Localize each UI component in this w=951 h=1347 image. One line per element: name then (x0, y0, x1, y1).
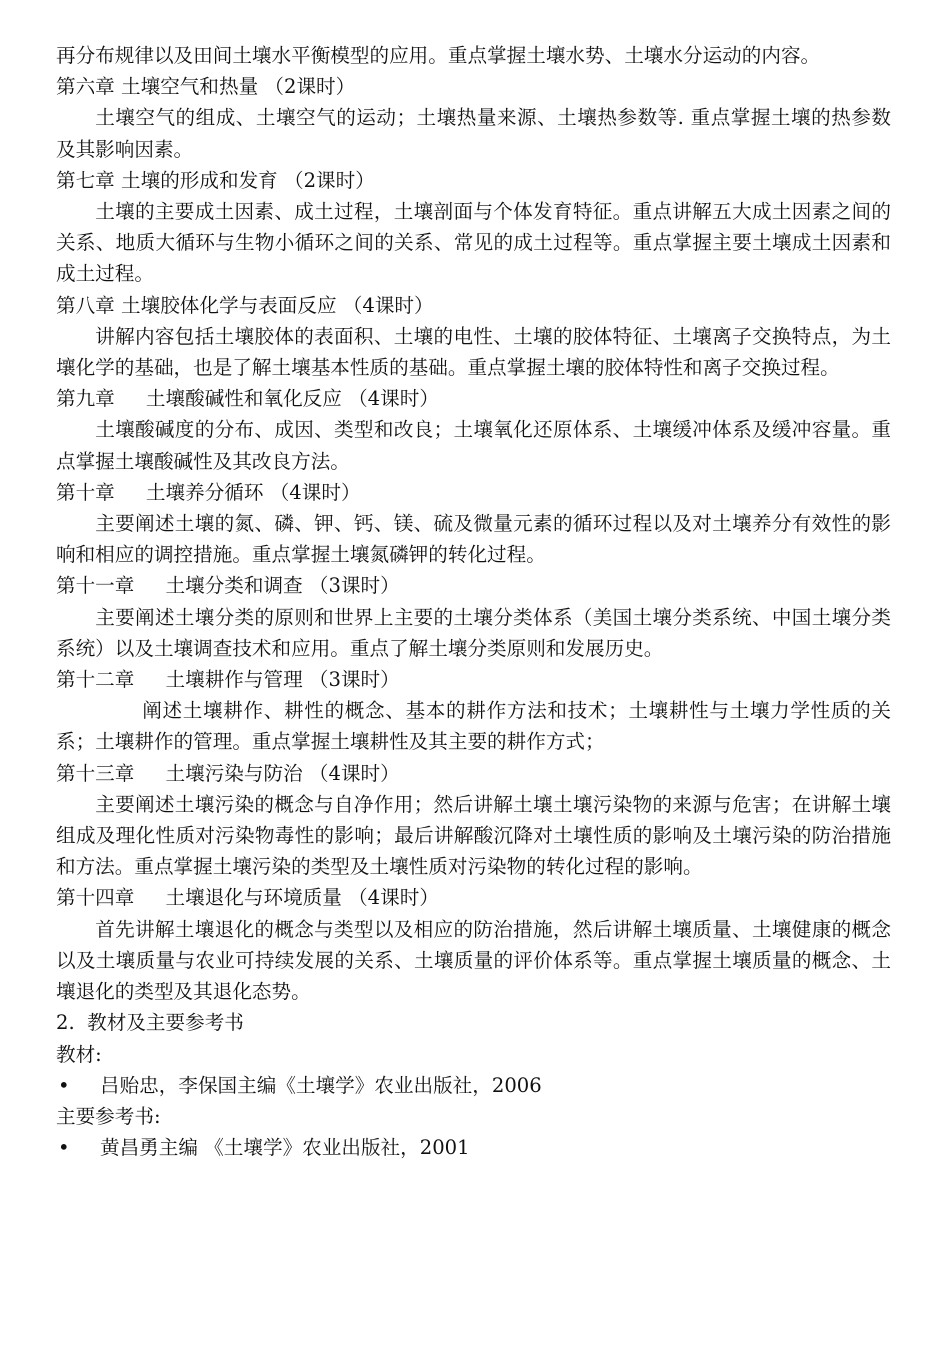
chapter-6-heading: 第六章 土壤空气和热量 （2课时） (56, 75, 356, 99)
chapter-11-body: 主要阐述土壤分类的原则和世界上主要的土壤分类体系（美国土壤分类系统、中国土壤分类系统）以及土壤调查技术和应用。重点了解土壤分类原则和发展历史。 (56, 605, 891, 660)
chapter-10-heading: 第十章 土壤养分循环 （4课时） (56, 480, 361, 504)
textbook-label: 教材: (56, 1042, 102, 1066)
section-2-heading: 2. 教材及主要参考书 (56, 1011, 244, 1035)
chapter-13-heading: 第十三章 土壤污染与防治 （4课时） (56, 761, 400, 785)
chapter-7-heading: 第七章 土壤的形成和发育 （2课时） (56, 168, 375, 192)
chapter-9-body: 土壤酸碱度的分布、成因、类型和改良；土壤氧化还原体系、土壤缓冲体系及缓冲容量。重点掌握土壤酸碱性及其改良方法。 (56, 418, 891, 473)
document-page (56, 40, 891, 1163)
chapter-11-heading: 第十一章 土壤分类和调查 （3课时） (56, 574, 400, 598)
reference-item-text: 黄昌勇主编 《土壤学》农业出版社，2001 (100, 1136, 470, 1160)
reference-item (56, 1132, 891, 1163)
chapter-8-body: 讲解内容包括土壤胶体的表面积、土壤的电性、土壤的胶体特征、土壤离子交换特点，为土壤化学的基础，也是了解土壤基本性质的基础。重点掌握土壤的胶体特性和离子交换过程。 (56, 324, 891, 380)
chapter-6-body: 土壤空气的组成、土壤空气的运动；土壤热量来源、土壤热参数等. 重点掌握土壤的热参数及其影响因素。 (56, 106, 891, 161)
chapter-14-heading: 第十四章 土壤退化与环境质量 （4课时） (56, 886, 439, 910)
chapter-9-heading: 第九章 土壤酸碱性和氧化反应 （4课时） (56, 387, 439, 411)
references-label: 主要参考书: (56, 1104, 161, 1128)
bullet-dot: • (58, 1136, 70, 1160)
chapter-13-body: 主要阐述土壤污染的概念与自净作用；然后讲解土壤土壤污染物的来源与危害；在讲解土壤组成及理化性质对污染物毒性的影响；最后讲解酸沉降对土壤性质的影响及土壤污染的防治措施和方法。重点掌握土壤污染的类型及土壤性质对污染物的转化过程的影响。 (56, 792, 891, 879)
chapter-7-body: 土壤的主要成土因素、成土过程，土壤剖面与个体发育特征。重点讲解五大成土因素之间的关系、地质大循环与生物小循环之间的关系、常见的成土过程等。重点掌握主要土壤成土因素和成土过程。 (56, 200, 891, 286)
textbook-item (56, 1070, 891, 1101)
chapter-8-heading: 第八章 土壤胶体化学与表面反应 （4课时） (56, 293, 434, 317)
textbook-item-text: 吕贻忠，李保国主编《土壤学》农业出版社，2006 (100, 1073, 542, 1097)
chapter-10-body: 主要阐述土壤的氮、磷、钾、钙、镁、硫及微量元素的循环过程以及对土壤养分有效性的影响和相应的调控措施。重点掌握土壤氮磷钾的转化过程。 (56, 512, 891, 567)
chapter-12-body: 阐述土壤耕作、耕性的概念、基本的耕作方法和技术；土壤耕性与土壤力学性质的关系；土壤耕作的管理。重点掌握土壤耕性及其主要的耕作方式； (56, 699, 891, 754)
bullet-dot: • (58, 1073, 70, 1097)
chapter-12-heading: 第十二章 土壤耕作与管理 （3课时） (56, 668, 400, 692)
text-continuation: 再分布规律以及田间土壤水平衡模型的应用。重点掌握土壤水势、土壤水分运动的内容。 (56, 44, 821, 67)
chapter-14-body: 首先讲解土壤退化的概念与类型以及相应的防治措施，然后讲解土壤质量、土壤健康的概念以及土壤质量与农业可持续发展的关系、土壤质量的评价体系等。重点掌握土壤质量的概念、土壤退化的类型及其退化态势。 (56, 917, 891, 1004)
